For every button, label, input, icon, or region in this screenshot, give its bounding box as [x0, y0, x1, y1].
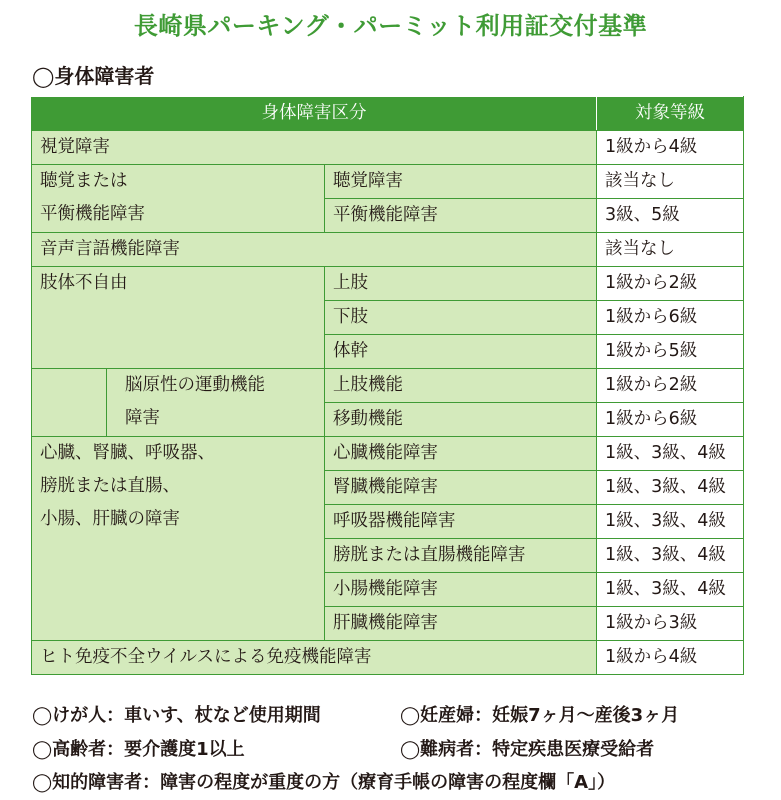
indent-cell	[32, 369, 107, 437]
table-row	[32, 267, 744, 301]
note-elderly: ◯高齢者：要介護度1以上	[32, 739, 245, 760]
category-cell: 音声言語機能障害	[32, 233, 597, 267]
sub-category-cell: 腎臓機能障害	[325, 471, 597, 505]
sub-category-cell: 平衡機能障害	[325, 199, 597, 233]
note-intractable: ◯難病者：特定疾患医療受給者	[400, 739, 655, 760]
sub-category-cell: 心臓機能障害	[325, 437, 597, 471]
section-heading: ◯身体障害者	[32, 64, 155, 88]
table-row	[32, 369, 744, 403]
category-cell: ヒト免疫不全ウイルスによる免疫機能障害	[32, 641, 597, 675]
grade-cell: 1級、3級、4級	[597, 539, 744, 573]
header-category: 身体障害区分	[32, 97, 597, 131]
table-row	[32, 131, 744, 165]
page-title: 長崎県パーキング・パーミット利用証交付基準	[133, 12, 648, 40]
group-cell	[32, 437, 325, 641]
grade-cell: 1級、3級、4級	[597, 437, 744, 471]
header-grade: 対象等級	[597, 97, 744, 131]
grade-cell: 1級から4級	[597, 131, 744, 165]
grade-cell: 1級、3級、4級	[597, 471, 744, 505]
grade-cell: 1級から6級	[597, 301, 744, 335]
sub-category-cell: 膀胱または直腸機能障害	[325, 539, 597, 573]
grade-cell: 1級から2級	[597, 267, 744, 301]
group-cell	[32, 165, 325, 233]
sub-category-cell: 上肢機能	[325, 369, 597, 403]
sub-category-cell: 上肢	[325, 267, 597, 301]
group-line: 膀胱または直腸、	[40, 476, 180, 496]
group-cell: 肢体不自由	[32, 267, 325, 369]
table-header-row	[32, 97, 744, 131]
grade-cell: 1級から5級	[597, 335, 744, 369]
table-row	[32, 641, 744, 675]
category-cell: 視覚障害	[32, 131, 597, 165]
note-pregnant: ◯妊産婦：妊娠7ヶ月～産後3ヶ月	[400, 705, 680, 726]
grade-cell: 該当なし	[597, 165, 744, 199]
grade-cell: 1級、3級、4級	[597, 573, 744, 607]
eligibility-table	[31, 96, 744, 675]
sub-category-cell: 呼吸器機能障害	[325, 505, 597, 539]
table-row	[32, 233, 744, 267]
sub-group-cell	[107, 369, 325, 437]
group-line: 平衡機能障害	[40, 204, 145, 224]
sub-category-cell: 下肢	[325, 301, 597, 335]
sub-category-cell: 体幹	[325, 335, 597, 369]
sub-category-cell: 小腸機能障害	[325, 573, 597, 607]
note-intellectual: ◯知的障害者：障害の程度が重度の方（療育手帳の障害の程度欄「A」）	[32, 772, 616, 793]
table-row	[32, 165, 744, 199]
note-injured: ◯けが人：車いす、杖など使用期間	[32, 705, 321, 726]
group-line: 小腸、肝臓の障害	[40, 509, 180, 529]
group-line: 心臓、腎臓、呼吸器、	[40, 443, 215, 463]
group-line: 障害	[125, 408, 160, 428]
grade-cell: 該当なし	[597, 233, 744, 267]
grade-cell: 1級から2級	[597, 369, 744, 403]
grade-cell: 1級から3級	[597, 607, 744, 641]
sub-category-cell: 聴覚障害	[325, 165, 597, 199]
sub-category-cell: 肝臓機能障害	[325, 607, 597, 641]
group-line: 脳原性の運動機能	[125, 375, 265, 395]
grade-cell: 1級から6級	[597, 403, 744, 437]
table-row	[32, 437, 744, 471]
group-line: 聴覚または	[40, 171, 128, 191]
grade-cell: 3級、5級	[597, 199, 744, 233]
grade-cell: 1級、3級、4級	[597, 505, 744, 539]
sub-category-cell: 移動機能	[325, 403, 597, 437]
grade-cell: 1級から4級	[597, 641, 744, 675]
